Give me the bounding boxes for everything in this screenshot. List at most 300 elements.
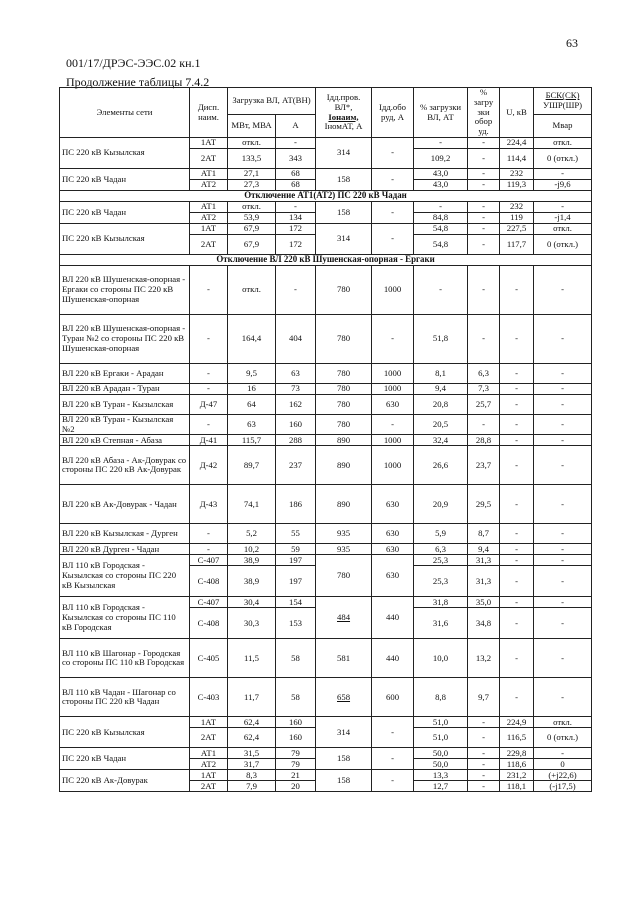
cell-pct-load: 13,3 (414, 770, 468, 781)
cell-mvar: 0 (откл.) (534, 149, 592, 169)
cell-mvar: -j1,4 (534, 213, 592, 224)
cell-pct-equip: - (468, 759, 500, 770)
cell-u: 224,4 (500, 138, 534, 149)
cell-disp: С-407 (190, 555, 228, 566)
cell-pct-load: 20,5 (414, 415, 468, 435)
cell-a: 134 (276, 213, 316, 224)
cell-obo: 1000 (372, 266, 414, 315)
cell-u: - (500, 597, 534, 608)
cell-mw: 11,5 (228, 639, 276, 678)
cell-u: 224,9 (500, 717, 534, 728)
cell-idd: 780 (316, 415, 372, 435)
cell-pct-equip: - (468, 748, 500, 759)
cell-disp: Д-42 (190, 446, 228, 485)
cell-mw: 38,9 (228, 566, 276, 597)
cell-u: - (500, 485, 534, 524)
cell-mvar: - (534, 678, 592, 717)
cell-mvar: - (534, 446, 592, 485)
cell-mw: 74,1 (228, 485, 276, 524)
cell-disp: АТ2 (190, 759, 228, 770)
cell-mw: 30,4 (228, 597, 276, 608)
cell-pct-equip: - (468, 138, 500, 149)
table-row (60, 485, 592, 524)
page-number: 63 (566, 36, 578, 50)
cell-pct-load: - (414, 138, 468, 149)
cell-mw: 27,3 (228, 180, 276, 191)
cell-disp: С-408 (190, 566, 228, 597)
cell-idd: 658 (316, 678, 372, 717)
cell-obo: 600 (372, 678, 414, 717)
cell-pct-load: 5,9 (414, 524, 468, 544)
cell-disp: С-405 (190, 639, 228, 678)
cell-u: - (500, 395, 534, 415)
cell-disp: С-403 (190, 678, 228, 717)
header-idd-prov-line1: Iдд.пров. ВЛ*, (326, 92, 361, 112)
cell-mvar: - (534, 748, 592, 759)
cell-obo: - (372, 748, 414, 770)
cell-u: - (500, 315, 534, 364)
cell-pct-equip: - (468, 224, 500, 235)
cell-obo: - (372, 224, 414, 255)
cell-idd: 314 (316, 224, 372, 255)
cell-u: - (500, 639, 534, 678)
cell-u: - (500, 384, 534, 395)
cell-a: 68 (276, 169, 316, 180)
cell-idd: 890 (316, 485, 372, 524)
cell-a: 160 (276, 717, 316, 728)
network-load-table (59, 87, 592, 792)
table-row (60, 678, 592, 717)
cell-pct-equip: - (468, 770, 500, 781)
cell-disp: - (190, 544, 228, 555)
cell-name: ВЛ 220 кВ Ергаки - Арадан (60, 364, 190, 384)
cell-disp: 2АТ (190, 781, 228, 792)
cell-idd: 158 (316, 770, 372, 792)
cell-disp: 2АТ (190, 728, 228, 748)
cell-name: ВЛ 220 кВ Дурген - Чадан (60, 544, 190, 555)
cell-name: ВЛ 220 кВ Туран - Кызылская (60, 395, 190, 415)
cell-pct-equip: - (468, 781, 500, 792)
cell-pct-equip: 31,3 (468, 566, 500, 597)
cell-mvar: - (534, 555, 592, 566)
cell-pct-load: 20,9 (414, 485, 468, 524)
cell-u: 116,5 (500, 728, 534, 748)
table-row (60, 364, 592, 384)
cell-a: 186 (276, 485, 316, 524)
cell-obo: - (372, 770, 414, 792)
cell-disp: Д-41 (190, 435, 228, 446)
cell-a: 58 (276, 678, 316, 717)
cell-u: - (500, 266, 534, 315)
document-code: 001/17/ДРЭС-ЭЭС.02 кн.1 (66, 56, 201, 70)
cell-obo: 630 (372, 485, 414, 524)
cell-mvar: откл. (534, 138, 592, 149)
table-row (60, 717, 592, 728)
header-idd-prov (316, 88, 372, 138)
cell-pct-load: - (414, 202, 468, 213)
cell-a: 58 (276, 639, 316, 678)
cell-idd: 314 (316, 138, 372, 169)
cell-pct-load: 50,0 (414, 748, 468, 759)
table-continuation-title: Продолжение таблицы 7.4.2 (66, 75, 210, 89)
cell-idd: 780 (316, 266, 372, 315)
table-row (60, 169, 592, 180)
cell-a: 68 (276, 180, 316, 191)
table-row (60, 770, 592, 781)
cell-pct-load: 54,8 (414, 235, 468, 255)
cell-mvar: - (534, 384, 592, 395)
cell-idd: 890 (316, 446, 372, 485)
cell-a: 20 (276, 781, 316, 792)
cell-idd: 890 (316, 435, 372, 446)
table-row (60, 435, 592, 446)
cell-pct-equip: 29,5 (468, 485, 500, 524)
cell-name: ВЛ 110 кВ Чадан - Шагонар со стороны ПС 220 кВ Чадан (60, 678, 190, 717)
cell-mw: 64 (228, 395, 276, 415)
cell-obo: - (372, 415, 414, 435)
cell-pct-equip: - (468, 415, 500, 435)
cell-name: ВЛ 110 кВ Городская - Кызылская со стороны ПС 220 кВ Кызылская (60, 555, 190, 597)
header-mvar: Мвар (534, 115, 592, 138)
cell-name: ВЛ 220 кВ Туран - Кызылская №2 (60, 415, 190, 435)
cell-u: 117,7 (500, 235, 534, 255)
cell-mw: 8,3 (228, 770, 276, 781)
cell-obo: - (372, 138, 414, 169)
cell-a: 162 (276, 395, 316, 415)
cell-u: 119,3 (500, 180, 534, 191)
cell-u: 118,1 (500, 781, 534, 792)
cell-mw: 89,7 (228, 446, 276, 485)
cell-pct-equip: 6,3 (468, 364, 500, 384)
cell-mvar: - (534, 597, 592, 608)
cell-disp: - (190, 364, 228, 384)
cell-idd: 158 (316, 169, 372, 191)
table-row (60, 415, 592, 435)
cell-name: ВЛ 110 кВ Городская - Кызылская со стороны ПС 110 кВ Городская (60, 597, 190, 639)
line-rows (60, 266, 592, 555)
cell-idd: 780 (316, 395, 372, 415)
header-u: U, кВ (500, 88, 534, 138)
cell-pct-equip: 23,7 (468, 446, 500, 485)
cell-mw: 67,9 (228, 224, 276, 235)
table-row (60, 597, 592, 608)
cell-a: - (276, 202, 316, 213)
table-row (60, 639, 592, 678)
cell-pct-equip: - (468, 202, 500, 213)
cell-idd: 780 (316, 384, 372, 395)
table-row (60, 395, 592, 415)
cell-mvar: - (534, 524, 592, 544)
cell-mw: 11,7 (228, 678, 276, 717)
cell-name: ПС 220 кВ Чадан (60, 202, 190, 224)
section-row (60, 255, 592, 266)
cell-mvar: - (534, 544, 592, 555)
header-bsk-line1: БСК(СК) (545, 90, 580, 101)
cell-mvar: - (534, 202, 592, 213)
table-row (60, 266, 592, 315)
table-row (60, 555, 592, 566)
cell-u: 114,4 (500, 149, 534, 169)
cell-mw: откл. (228, 266, 276, 315)
header-elements: Элементы сети (60, 88, 190, 138)
header-load: Загрузка ВЛ, АТ(ВН) (228, 88, 316, 115)
cell-disp: 2АТ (190, 235, 228, 255)
cell-disp: С-408 (190, 608, 228, 639)
cell-pct-equip: 13,2 (468, 639, 500, 678)
cell-name: ПС 220 кВ Кызылская (60, 138, 190, 169)
cell-disp: Д-47 (190, 395, 228, 415)
section-title: Отключение АТ1(АТ2) ПС 220 кВ Чадан (60, 191, 592, 202)
header-bsk (534, 88, 592, 115)
cell-a: 59 (276, 544, 316, 555)
cell-pct-equip: 7,3 (468, 384, 500, 395)
cell-obo: - (372, 315, 414, 364)
table-row (60, 138, 592, 149)
cell-name: ВЛ 220 кВ Ак-Довурак - Чадан (60, 485, 190, 524)
cell-mw: 16 (228, 384, 276, 395)
header-pct-load: % загрузки ВЛ, АТ (414, 88, 468, 138)
cell-pct-load: 20,8 (414, 395, 468, 415)
cell-a: - (276, 138, 316, 149)
cell-disp: АТ2 (190, 180, 228, 191)
cell-pct-equip: 34,8 (468, 608, 500, 639)
cell-mw: 7,9 (228, 781, 276, 792)
section-row (60, 191, 592, 202)
cell-name: ВЛ 220 кВ Степная - Абаза (60, 435, 190, 446)
cell-pct-equip: - (468, 266, 500, 315)
cell-mw: 63 (228, 415, 276, 435)
cell-pct-equip: 31,3 (468, 555, 500, 566)
cell-a: 21 (276, 770, 316, 781)
cell-idd: 581 (316, 639, 372, 678)
cell-mw: 31,5 (228, 748, 276, 759)
cell-a: 343 (276, 149, 316, 169)
cell-u: 231,2 (500, 770, 534, 781)
cell-pct-load: 26,6 (414, 446, 468, 485)
cell-a: 79 (276, 748, 316, 759)
cell-obo: 1000 (372, 435, 414, 446)
cell-a: 197 (276, 566, 316, 597)
cell-idd: 935 (316, 524, 372, 544)
cell-mvar: откл. (534, 717, 592, 728)
header-mw: МВт, МВА (228, 115, 276, 138)
cell-pct-equip: - (468, 149, 500, 169)
cell-pct-load: 31,6 (414, 608, 468, 639)
cell-pct-load: 31,8 (414, 597, 468, 608)
cell-mvar: 0 (откл.) (534, 728, 592, 748)
cell-disp: - (190, 315, 228, 364)
cell-obo: 630 (372, 524, 414, 544)
cell-mvar: - (534, 364, 592, 384)
cell-mvar: откл. (534, 224, 592, 235)
cell-mvar: - (534, 266, 592, 315)
cell-pct-equip: 9,4 (468, 544, 500, 555)
cell-name: ПС 220 кВ Чадан (60, 169, 190, 191)
cell-mw: 31,7 (228, 759, 276, 770)
cell-pct-equip: - (468, 315, 500, 364)
cell-a: 172 (276, 235, 316, 255)
cell-a: 63 (276, 364, 316, 384)
cell-disp: 1АТ (190, 717, 228, 728)
cell-name: ВЛ 220 кВ Кызылская - Дурген (60, 524, 190, 544)
cell-u: - (500, 364, 534, 384)
table-row (60, 315, 592, 364)
cell-idd: 158 (316, 748, 372, 770)
cell-pct-equip: - (468, 235, 500, 255)
cell-a: 172 (276, 224, 316, 235)
header-disp: Дисп. наим. (190, 88, 228, 138)
cell-idd: 780 (316, 364, 372, 384)
cell-disp: 1АТ (190, 770, 228, 781)
cell-u: 232 (500, 202, 534, 213)
cell-name: ПС 220 кВ Ак-Довурак (60, 770, 190, 792)
cell-obo: 630 (372, 544, 414, 555)
cell-mvar: (-j17,5) (534, 781, 592, 792)
cell-obo: 1000 (372, 446, 414, 485)
cell-pct-load: 51,0 (414, 728, 468, 748)
cell-obo: - (372, 169, 414, 191)
cell-disp: - (190, 266, 228, 315)
table-row (60, 748, 592, 759)
cell-idd: 780 (316, 315, 372, 364)
header-a: А (276, 115, 316, 138)
cell-obo: 630 (372, 555, 414, 597)
cell-pct-load: 51,8 (414, 315, 468, 364)
cell-mw: 67,9 (228, 235, 276, 255)
cell-mw: 10,2 (228, 544, 276, 555)
cell-a: 288 (276, 435, 316, 446)
cell-name: ВЛ 220 кВ Шушенская-опорная - Ергаки со стороны ПС 220 кВ Шушенская-опорная (60, 266, 190, 315)
cell-mvar: - (534, 395, 592, 415)
cell-a: 154 (276, 597, 316, 608)
cell-u: - (500, 608, 534, 639)
cell-pct-load: 32,4 (414, 435, 468, 446)
cell-mvar: 0 (откл.) (534, 235, 592, 255)
cell-pct-equip: - (468, 728, 500, 748)
section-title: Отключение ВЛ 220 кВ Шушенская-опорная - Ергаки (60, 255, 592, 266)
cell-a: 153 (276, 608, 316, 639)
cell-a: 237 (276, 446, 316, 485)
cell-pct-equip: 35,0 (468, 597, 500, 608)
cell-pct-equip: - (468, 717, 500, 728)
cell-mvar: (+j22,6) (534, 770, 592, 781)
cell-u: 119 (500, 213, 534, 224)
cell-idd: 780 (316, 555, 372, 597)
cell-idd: 935 (316, 544, 372, 555)
cell-mw: 164,4 (228, 315, 276, 364)
cell-pct-load: 43,0 (414, 169, 468, 180)
cell-obo: - (372, 717, 414, 748)
cell-u: 232 (500, 169, 534, 180)
cell-a: 404 (276, 315, 316, 364)
header-bsk-line2: УШР(ШР) (542, 100, 583, 110)
cell-mvar: - (534, 639, 592, 678)
cell-mw: 27,1 (228, 169, 276, 180)
cell-obo: 440 (372, 597, 414, 639)
cell-disp: 2АТ (190, 149, 228, 169)
cell-pct-equip: 28,8 (468, 435, 500, 446)
cell-pct-load: 51,0 (414, 717, 468, 728)
cell-mw: 38,9 (228, 555, 276, 566)
cell-obo: - (372, 202, 414, 224)
cell-disp: - (190, 415, 228, 435)
cell-pct-load: 9,4 (414, 384, 468, 395)
cell-disp: АТ1 (190, 202, 228, 213)
cell-pct-load: 54,8 (414, 224, 468, 235)
cell-pct-load: 50,0 (414, 759, 468, 770)
cell-u: - (500, 544, 534, 555)
cell-a: 160 (276, 415, 316, 435)
cell-mw: откл. (228, 138, 276, 149)
cell-mw: 53,9 (228, 213, 276, 224)
cell-mw: 62,4 (228, 717, 276, 728)
cell-u: 227,5 (500, 224, 534, 235)
cell-pct-load: 25,3 (414, 566, 468, 597)
cell-mw: 133,5 (228, 149, 276, 169)
cell-mvar: 0 (534, 759, 592, 770)
cell-name: ПС 220 кВ Кызылская (60, 224, 190, 255)
table-row (60, 384, 592, 395)
cell-pct-load: 12,7 (414, 781, 468, 792)
cell-pct-load: 43,0 (414, 180, 468, 191)
cell-u: - (500, 415, 534, 435)
cell-u: - (500, 446, 534, 485)
cell-idd: 484 (316, 597, 372, 639)
cell-obo: 440 (372, 639, 414, 678)
cell-u: 118,6 (500, 759, 534, 770)
cell-idd: 158 (316, 202, 372, 224)
header-pct-equip: % загру зки обор уд. (468, 88, 500, 138)
cell-a: - (276, 266, 316, 315)
cell-obo: 1000 (372, 364, 414, 384)
table-row (60, 524, 592, 544)
cell-obo: 1000 (372, 384, 414, 395)
cell-name: ПС 220 кВ Кызылская (60, 717, 190, 748)
table-row (60, 202, 592, 213)
cell-mw: 62,4 (228, 728, 276, 748)
cell-mvar: - (534, 435, 592, 446)
cell-u: - (500, 566, 534, 597)
cell-u: 229,8 (500, 748, 534, 759)
cell-name: ВЛ 220 кВ Шушенская-опорная - Туран №2 со стороны ПС 220 кВ Шушенская-опорная (60, 315, 190, 364)
cell-pct-load: 25,3 (414, 555, 468, 566)
cell-name: ПС 220 кВ Чадан (60, 748, 190, 770)
cell-disp: 1АТ (190, 224, 228, 235)
cell-obo: 630 (372, 395, 414, 415)
cell-mvar: - (534, 485, 592, 524)
cell-u: - (500, 678, 534, 717)
cell-u: - (500, 555, 534, 566)
cell-pct-equip: - (468, 180, 500, 191)
header-idd-prov-line3: IномАТ, А (324, 121, 363, 132)
cell-a: 160 (276, 728, 316, 748)
cell-disp: АТ1 (190, 748, 228, 759)
cell-pct-load: 8,1 (414, 364, 468, 384)
cell-disp: АТ1 (190, 169, 228, 180)
cell-idd: 314 (316, 717, 372, 748)
cell-mw: откл. (228, 202, 276, 213)
cell-pct-load: 84,8 (414, 213, 468, 224)
header-idd-prov-line2: Iонаим, (328, 111, 359, 122)
table-row (60, 544, 592, 555)
cell-pct-load: 109,2 (414, 149, 468, 169)
cell-mvar: - (534, 608, 592, 639)
cell-u: - (500, 435, 534, 446)
cell-a: 55 (276, 524, 316, 544)
cell-disp: Д-43 (190, 485, 228, 524)
cell-name: ВЛ 220 кВ Арадан - Туран (60, 384, 190, 395)
cell-disp: - (190, 384, 228, 395)
